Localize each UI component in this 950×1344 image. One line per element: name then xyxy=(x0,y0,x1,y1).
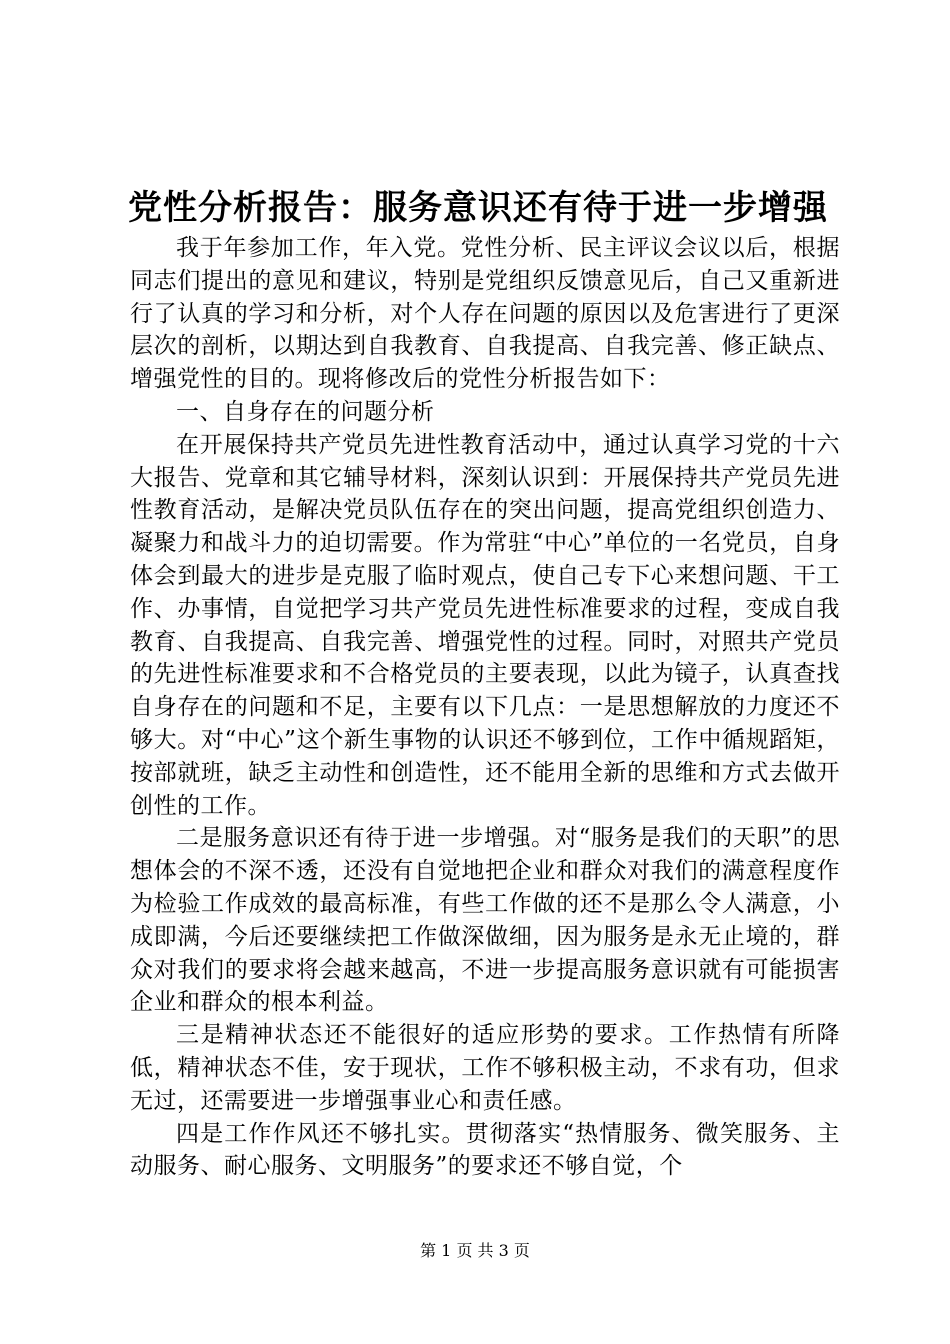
paragraph-point-four: 四是工作作风还不够扎实。贯彻落实“热情服务、微笑服务、主动服务、耐心服务、文明服务”的要求还不够自觉，个 xyxy=(130,1120,840,1180)
page-footer: 第 1 页 共 3 页 xyxy=(420,1241,530,1260)
paragraph-point-three: 三是精神状态还不能很好的适应形势的要求。工作热情有所降低，精神状态不佳，安于现状，工作不够积极主动，不求有功，但求无过，还需要进一步增强事业心和责任感。 xyxy=(130,1022,840,1114)
paragraph-point-two: 二是服务意识还有待于进一步增强。对“服务是我们的天职”的思想体会的不深不透，还没有自觉地把企业和群众对我们的满意程度作为检验工作成效的最高标准，有些工作做的还不是那么令人满意，小成即满，今后还要继续把工作做深做细，因为服务是永无止境的，群众对我们的要求将会越来越高，不进一步提高服务意识就有可能损害企业和群众的根本利益。 xyxy=(130,825,840,1016)
document-body xyxy=(130,232,840,1183)
paragraph-intro: 我于年参加工作，年入党。党性分析、民主评议会议以后，根据同志们提出的意见和建议，特别是党组织反馈意见后，自己又重新进行了认真的学习和分析，对个人存在问题的原因以及危害进行了更深层次的剖析，以期达到自我教育、自我提高、自我完善、修正缺点、增强党性的目的。现将修改后的党性分析报告如下： xyxy=(130,235,840,393)
section-heading: 一、自身存在的问题分析 xyxy=(176,398,435,425)
paragraph-analysis: 在开展保持共产党员先进性教育活动中，通过认真学习党的十六大报告、党章和其它辅导材料，深刻认识到：开展保持共产党员先进性教育活动，是解决党员队伍存在的突出问题，提高党组织创造力、凝聚力和战斗力的迫切需要。作为常驻“中心”单位的一名党员，自身体会到最大的进步是克服了临时观点，使自己专下心来想问题、干工作、办事情，自觉把学习共产党员先进性标准要求的过程，变成自我教育、自我提高、自我完善、增强党性的过程。同时，对照共产党员的先进性标准要求和不合格党员的主要表现，以此为镜子，认真查找自身存在的问题和不足，主要有以下几点：一是思想解放的力度还不够大。对“中心”这个新生事物的认识还不够到位，工作中循规蹈矩，按部就班，缺乏主动性和创造性，还不能用全新的思维和方式去做开创性的工作。 xyxy=(130,431,840,819)
document-title: 党性分析报告：服务意识还有待于进一步增强 xyxy=(128,188,828,228)
